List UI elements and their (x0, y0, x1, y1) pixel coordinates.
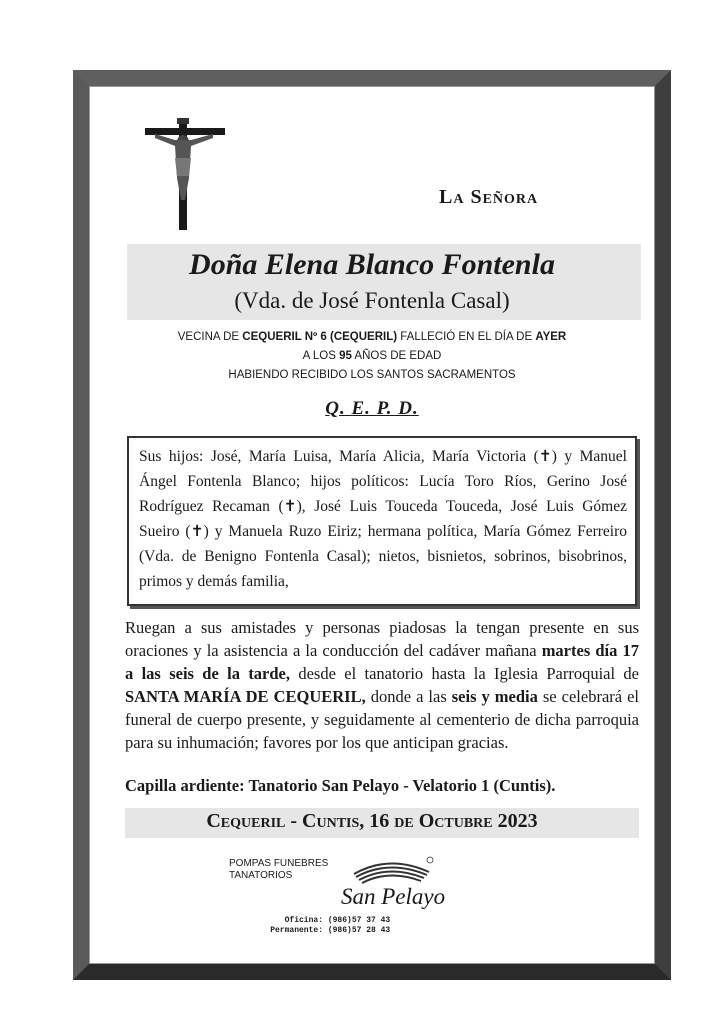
permanent-phone: (986)57 28 43 (327, 926, 391, 935)
ceremony-church: SANTA MARÍA DE CEQUERIL, (125, 687, 366, 706)
deceased-name: Doña Elena Blanco Fontenla (189, 248, 555, 281)
date-line: Cequeril - Cuntis, 16 de Octubre 2023 (206, 810, 538, 832)
family-text: Sus hijos: José, María Luisa, María Alicia, María Victoria (✝) y Manuel Ángel Fontenla Blanco; hijos políticos: Lucía Toro Ríos, Gerino José Rodríguez Recaman (✝), José Luis Touceda Touceda, José Luis Gómez Sueiro (✝) y Manuela Ruzo Eiriz; hermana política, María Gómez Ferreiro (Vda. de Benigno Fontenla Casal); nietos, bisnietos, sobrinos, bisobrinos, primos y demás familia, (139, 448, 627, 590)
funeral-home-phones (257, 916, 390, 936)
funeral-home-line-1: POMPAS FUNEBRES (229, 858, 329, 869)
details-text: AÑOS DE EDAD (351, 350, 442, 362)
crucifix-icon (145, 118, 225, 230)
ceremony-text-part: se celebrará el funeral de cuerpo presente, y seguidamente al cementerio de dicha parroquia para su inhumación; favores por los que anticipan gracias. (125, 687, 639, 752)
permanent-label: Permanente: (270, 926, 323, 935)
details-text: A LOS (302, 350, 340, 362)
header-title: La Señora (439, 186, 539, 208)
permanent-phone-row (257, 926, 390, 936)
qepd: Q. E. P. D. (325, 398, 419, 419)
office-phone: (986)57 37 43 (327, 916, 391, 925)
obituary-frame (73, 70, 671, 980)
ceremony-time: martes día 17 a las seis de la tarde, (125, 641, 639, 683)
details-line-2 (89, 347, 655, 366)
details-text: VECINA DE (177, 331, 243, 343)
ceremony-text-part: donde a las (365, 687, 452, 706)
death-details (89, 328, 655, 385)
chapel-line: Capilla ardiente: Tanatorio San Pelayo - Velatorio 1 (Cuntis). (125, 776, 556, 795)
widow-of: (Vda. de José Fontenla Casal) (234, 288, 510, 313)
details-line-3: HABIENDO RECIBIDO LOS SANTOS SACRAMENTOS (228, 369, 516, 381)
details-address: CEQUERIL Nº 6 (CEQUERIL) (242, 331, 398, 343)
office-phone-row (257, 916, 390, 926)
details-age: 95 (339, 350, 352, 362)
details-text: FALLECIÓ EN EL DÍA DE (397, 331, 536, 343)
details-day: AYER (535, 331, 567, 343)
ceremony-text (125, 616, 639, 754)
family-box (127, 436, 637, 606)
funeral-home-line-2: TANATORIOS (229, 870, 293, 881)
ceremony-funeral-time: seis y media (451, 687, 538, 706)
details-line-1 (89, 328, 655, 347)
ceremony-text-part: desde el tanatorio hasta la Iglesia Parroquial de (290, 664, 639, 683)
funeral-home-label (229, 858, 328, 882)
logo-text: San Pelayo (341, 884, 446, 909)
ceremony-text-part: Ruegan a sus amistades y personas piadosas la tengan presente en sus oraciones y la asistencia a la conducción del cadáver mañana (125, 618, 639, 660)
office-label: Oficina: (284, 916, 323, 925)
